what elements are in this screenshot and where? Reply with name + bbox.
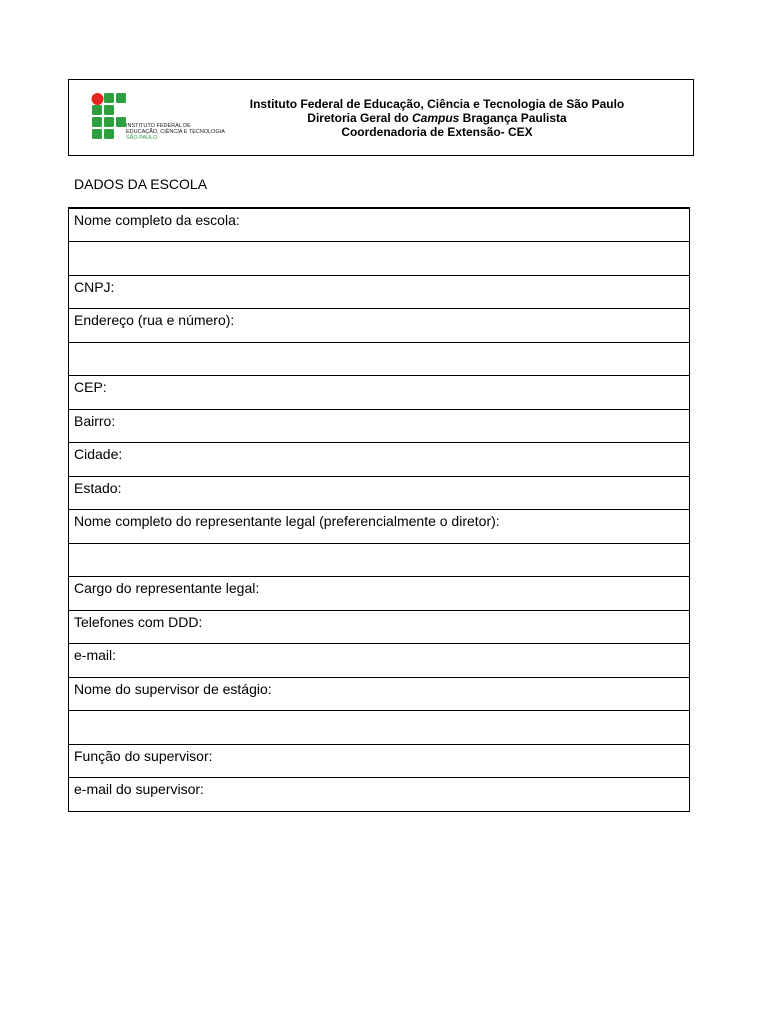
form-field-label: Telefones com DDD: [74,613,203,630]
form-row [69,778,690,812]
form-field-label: Bairro: [74,412,116,429]
form-field-label: Nome completo da escola: [74,212,240,228]
form-body [69,208,690,811]
form-field[interactable] [69,409,690,443]
form-field-label: e-mail: [74,647,117,663]
logo-text [126,123,225,141]
section-title: DADOS DA ESCOLA [74,176,208,192]
form-field-label: Cargo do representante legal: [74,580,260,596]
form-field[interactable] [69,610,690,644]
form-row [69,744,690,778]
logo-text-line: EDUCAÇÃO, CIÊNCIA E TECNOLOGIA [126,129,225,135]
form-field-blank[interactable] [69,342,690,376]
form-field[interactable] [69,744,690,778]
document-header [68,79,694,156]
form-field-label: e-mail do supervisor: [74,781,204,797]
form-row [69,476,690,510]
campus-name-suffix: Bragança Paulista [459,111,567,125]
campus-name-italic: Campus [411,111,460,125]
form-row [69,577,690,611]
form-field-label: Função do supervisor: [74,747,213,764]
form-row [69,677,690,711]
campus-name-prefix: Diretoria Geral do [307,111,412,125]
form-row [69,644,690,678]
department-name: Coordenadoria de Extensão- CEX [341,125,533,139]
form-field[interactable] [69,208,690,242]
form-field[interactable] [69,275,690,309]
school-data-form [68,207,690,812]
form-row [69,711,690,745]
form-row [69,275,690,309]
form-field-label: CEP: [74,379,107,395]
form-field[interactable] [69,778,690,812]
form-row [69,242,690,276]
form-field[interactable] [69,376,690,410]
form-field[interactable] [69,476,690,510]
form-row [69,443,690,477]
campus-name [229,111,645,125]
logo-text-line: INSTITUTO FEDERAL DE [126,123,191,129]
form-field-label: Nome do supervisor de estágio: [74,680,272,697]
institution-name: Instituto Federal de Educação, Ciência e Tecnologia de São Paulo [249,97,625,111]
form-field-label: Endereço (rua e número): [74,312,235,328]
form-field-label: Estado: [74,479,122,496]
form-row [69,409,690,443]
form-field-blank[interactable] [69,242,690,276]
form-row [69,309,690,343]
form-field[interactable] [69,309,690,343]
form-row [69,376,690,410]
form-field-label: Cidade: [74,446,123,462]
form-field-label: Nome completo do representante legal (preferencialmente o diretor): [74,513,500,529]
form-field-blank[interactable] [69,711,690,745]
form-field[interactable] [69,443,690,477]
form-row [69,610,690,644]
form-row [69,543,690,577]
form-field[interactable] [69,644,690,678]
form-field[interactable] [69,677,690,711]
form-row [69,510,690,544]
form-field[interactable] [69,510,690,544]
institution-heading [229,97,645,139]
form-field-blank[interactable] [69,543,690,577]
form-field[interactable] [69,577,690,611]
form-field-label: CNPJ: [74,278,115,295]
logo-text-line: SÃO PAULO [126,135,158,141]
ifsp-logo-icon [91,92,225,146]
form-row [69,342,690,376]
form-row [69,208,690,242]
